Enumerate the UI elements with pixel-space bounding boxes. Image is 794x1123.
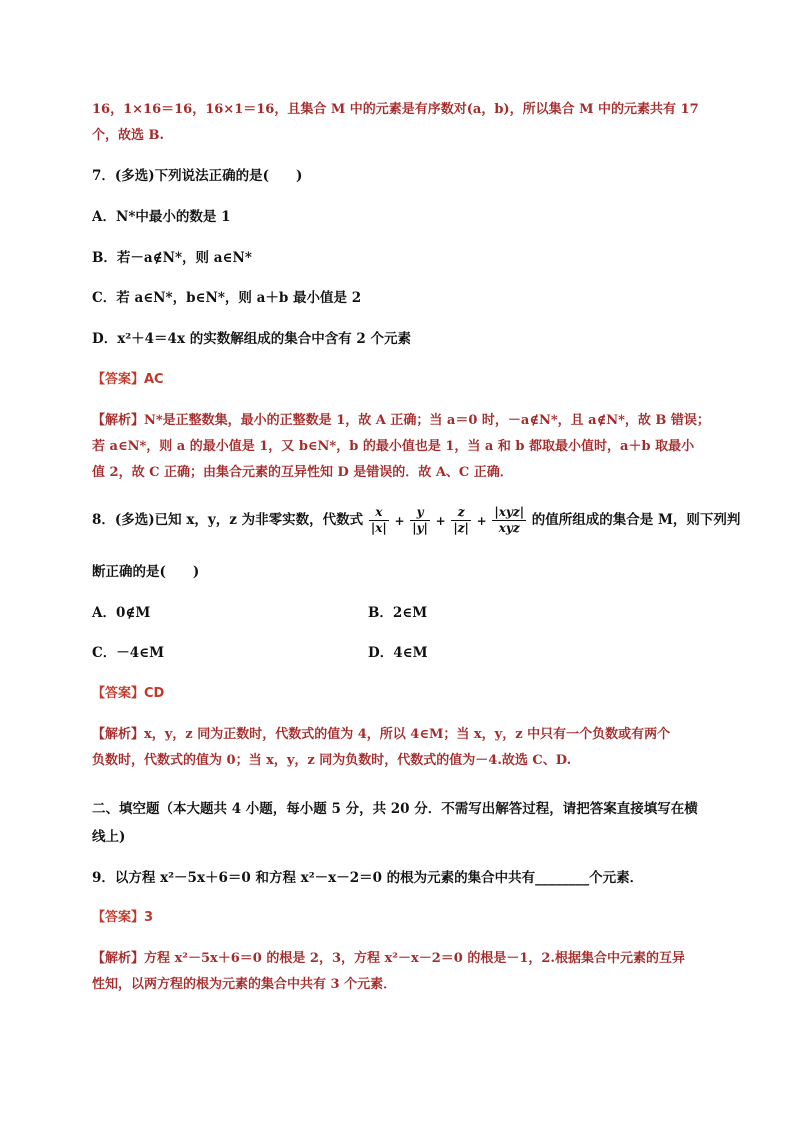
formula-term-x: $\frac{x}{|x|}$ [370,505,387,535]
question-7-option-d: D．x²＋4＝4x 的实数解组成的集合中含有 2 个元素 [92,331,411,347]
question-8-option-d: D．4∈M [368,645,428,661]
formula-term-xyz: $\frac{\text{|xyz|}}{\text{xyz}}$ [494,505,525,535]
question-8-option-a: A．0∉M [92,605,151,621]
question-7-stem: 7．(多选)下列说法正确的是( ) [92,168,303,184]
question-8-option-b: B．2∈M [368,605,428,621]
question-8-options-row-1 [92,601,712,621]
question-7-option-c: C．若 a∈N*，b∈N*，则 a＋b 最小值是 2 [92,290,362,306]
section-2-heading-line-1: 二、填空题（本大题共 4 小题，每小题 5 分，共 20 分．不需写出解答过程，请把答案直接填写在横 [92,801,698,817]
question-8-analysis-line-2: 负数时，代数式的值为 0；当 x，y，z 同为负数时，代数式的值为－4.故选 C、D. [92,753,572,768]
formula-term-y: $\frac{y}{|y|}$ [412,505,428,535]
prev-solution-line-2: 个，故选 B. [92,128,165,143]
question-8-stem-suffix: 的值所组成的集合是 M，则下列判 [531,512,741,528]
question-9-analysis-line-2: 性知，以两方程的根为元素的集合中共有 3 个元素． [92,977,397,992]
question-7-option-b: B．若－a∉N*，则 a∈N* [92,250,252,266]
question-9-analysis-line-1: 【解析】方程 x²－5x＋6＝0 的根是 2，3，方程 x²－x－2＝0 的根是－1，2.根据集合中元素的互异 [92,951,685,966]
section-2-heading-line-2: 线上) [92,829,126,845]
formula-term-z: $\frac{z}{|z|}$ [453,505,469,535]
question-7-answer: 【答案】AC [92,372,164,387]
question-9-answer: 【答案】3 [92,910,154,925]
question-8-analysis-line-1: 【解析】x，y，z 同为正数时，代数式的值为 4，所以 4∈M；当 x，y，z 中只有一个负数或有两个 [92,727,671,742]
question-7-analysis-line-3: 值 2，故 C 正确；由集合元素的互异性知 D 是错误的．故 A、C 正确． [92,465,513,480]
question-8-stem-line-2: 断正确的是( ) [92,564,200,580]
question-7-analysis-line-1: 【解析】N*是正整数集，最小的正整数是 1，故 A 正确；当 a＝0 时，－a∉N*，且 a∉N*，故 B 错误； [92,413,710,428]
question-8-answer: 【答案】CD [92,686,165,701]
question-8-stem-line-1: 8．(多选)已知 x，y，z 为非零实数，代数式 $\frac{x}{|x|}$ + $\frac{y}{|y|}$ + $\frac{z}{|z|}$ + $\frac{\text{|xyz|}}{\text{xyz}}$ 的值所组成的集合是 M，则下列判 [92,505,741,535]
question-8-option-c: C．－4∈M [92,645,165,661]
question-7-analysis-line-2: 若 a∈N*，则 a 的最小值是 1，又 b∈N*，b 的最小值也是 1，当 a 和 b 都取最小值时，a＋b 取最小 [92,439,695,454]
question-8-stem-prefix: 8．(多选)已知 x，y，z 为非零实数，代数式 [92,512,364,528]
prev-solution-line-1: 16，1×16＝16，16×1＝16，且集合 M 中的元素是有序数对(a，b)，所以集合 M 中的元素共有 17 [92,102,699,117]
question-7-option-a: A．N*中最小的数是 1 [92,209,231,225]
question-8-options-row-2 [92,641,712,661]
question-9-stem: 9．以方程 x²－5x＋6＝0 和方程 x²－x－2＝0 的根为元素的集合中共有________个元素． [92,870,644,886]
